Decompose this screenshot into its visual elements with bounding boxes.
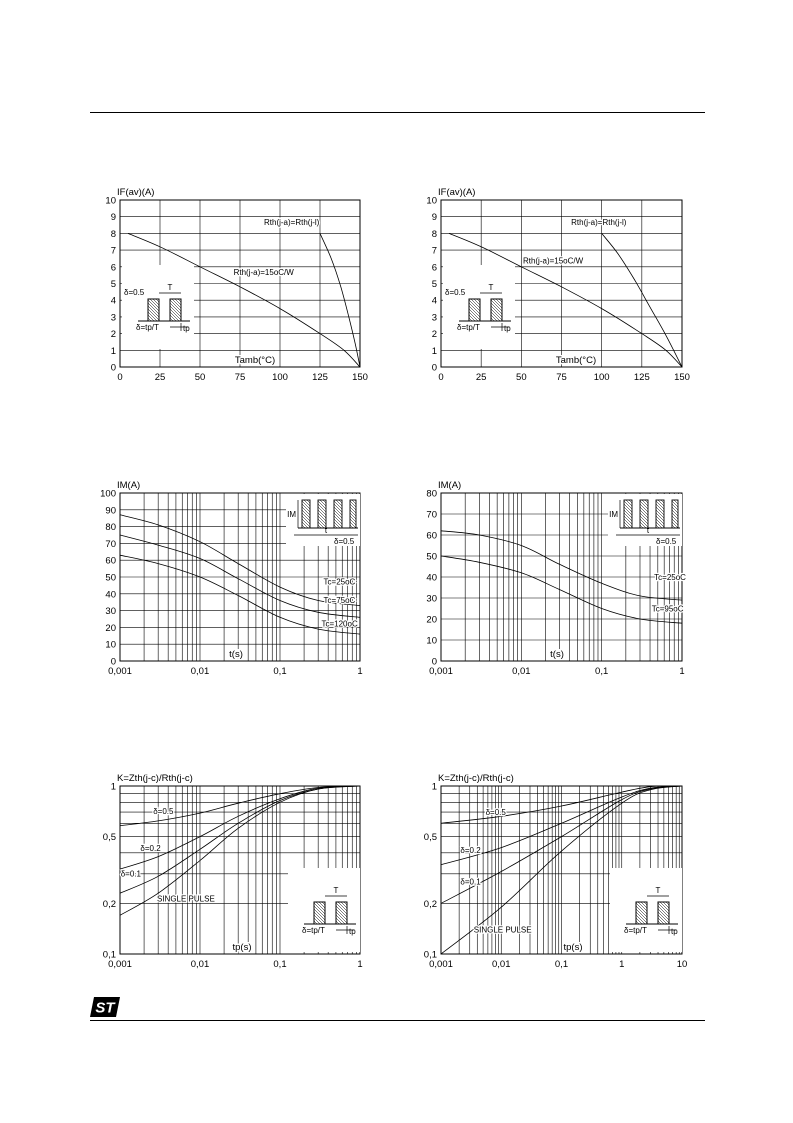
- x-axis-title: t(s): [229, 649, 243, 660]
- x-tick-label: 1: [679, 666, 685, 677]
- inset-period-label: T: [488, 283, 494, 292]
- y-tick-label: 10: [105, 195, 116, 207]
- y-tick-label: 1: [110, 781, 116, 793]
- y-tick-label: 40: [105, 589, 116, 601]
- x-axis-title: Tamb(°C): [234, 355, 276, 366]
- y-tick-label: 90: [105, 505, 116, 517]
- x-tick-label: 150: [352, 372, 368, 383]
- y-tick-label: 1: [110, 345, 116, 357]
- inset-period-label: T: [167, 283, 173, 292]
- curve-label: Rth(j-a)=15oC/W: [522, 256, 584, 266]
- y-tick-label: 70: [105, 538, 116, 550]
- y-tick-label: 1: [431, 781, 437, 793]
- x-axis-title: t(s): [550, 649, 564, 660]
- y-tick-label: 0,5: [102, 832, 116, 844]
- y-tick-label: 2: [110, 329, 116, 341]
- y-tick-label: 0,2: [102, 898, 116, 910]
- y-tick-label: 50: [105, 572, 116, 584]
- x-tick-label: 150: [674, 372, 690, 383]
- y-axis-title: IM(A): [438, 480, 462, 491]
- curve-2: [120, 786, 360, 869]
- x-tick-label: 75: [234, 372, 246, 383]
- y-tick-label: 0,2: [423, 898, 437, 910]
- inset-duty-label: δ=0.5: [656, 537, 677, 546]
- curve-2: [441, 556, 682, 623]
- x-tick-label: 50: [516, 372, 527, 383]
- curve-label: δ=0.1: [460, 877, 481, 887]
- y-tick-label: 70: [426, 509, 437, 521]
- y-tick-label: 60: [105, 555, 116, 567]
- inset-im-label: IM: [609, 510, 618, 519]
- y-tick-label: 8: [431, 228, 437, 240]
- x-tick-label: 0,001: [429, 959, 453, 970]
- curve-label: Rth(j-a)=Rth(j-l): [264, 218, 320, 228]
- x-tick-label: 100: [593, 372, 610, 383]
- x-tick-label: 0,01: [492, 959, 511, 970]
- pulse-inset: [443, 265, 515, 349]
- inset-period-label: T: [655, 886, 661, 895]
- y-tick-label: 40: [426, 572, 437, 584]
- y-tick-label: 1: [431, 345, 437, 357]
- x-tick-label: 0: [438, 372, 444, 383]
- x-tick-label: 0,001: [108, 666, 132, 677]
- chart-im-vs-t-right: [426, 480, 686, 677]
- curve-1: [120, 786, 360, 826]
- y-tick-label: 30: [426, 593, 437, 605]
- inset-duty-label: δ=0.5: [334, 537, 355, 546]
- y-tick-label: 20: [105, 622, 116, 634]
- curve-label: Tc=95oC: [651, 604, 684, 614]
- inset-formula-label: δ=tp/T: [624, 926, 647, 935]
- curve-label: δ=0.5: [153, 807, 174, 817]
- y-tick-label: 10: [105, 639, 116, 651]
- y-tick-label: 80: [105, 522, 116, 534]
- y-tick-label: 8: [110, 228, 116, 240]
- y-tick-label: 0: [431, 362, 437, 374]
- curve-label: Tc=120oC: [321, 619, 358, 629]
- x-tick-label: 100: [272, 372, 288, 383]
- x-tick-label: 125: [312, 372, 328, 383]
- x-axis-title: Tamb(°C): [555, 355, 597, 366]
- x-tick-label: 0,01: [512, 666, 531, 677]
- inset-im-label: IM: [287, 510, 296, 519]
- x-tick-label: 50: [194, 372, 206, 383]
- y-tick-label: 0: [110, 656, 116, 668]
- y-axis-title: IM(A): [117, 480, 141, 491]
- y-tick-label: 6: [110, 262, 116, 274]
- y-tick-label: 2: [431, 329, 437, 341]
- x-axis-title: tp(s): [563, 942, 583, 953]
- chart-im-vs-t-left: [100, 480, 363, 677]
- pulse-inset: [122, 265, 194, 349]
- y-tick-label: 5: [431, 279, 437, 290]
- x-tick-label: 0: [117, 372, 123, 383]
- curve-label: SINGLE PULSE: [473, 925, 532, 935]
- y-tick-label: 10: [426, 195, 437, 207]
- curve-label: Tc=25oC: [323, 577, 356, 587]
- curve-label: Rth(j-a)=Rth(j-l): [571, 218, 627, 228]
- curve-label: Tc=25oC: [654, 573, 686, 583]
- y-tick-label: 4: [431, 295, 437, 307]
- y-tick-label: 50: [426, 551, 437, 563]
- inset-t-label: t: [324, 526, 328, 535]
- y-tick-label: 80: [426, 488, 437, 500]
- inset-formula-label: δ=tp/T: [302, 926, 325, 935]
- y-tick-label: 7: [431, 245, 437, 257]
- x-tick-label: 125: [633, 372, 650, 383]
- pulse-inset: [288, 868, 360, 952]
- chart-k-vs-tp-right: [423, 773, 688, 970]
- pulse-inset: [610, 868, 682, 952]
- y-tick-label: 7: [110, 245, 116, 257]
- y-tick-label: 10: [426, 635, 437, 647]
- y-tick-label: 30: [105, 606, 116, 618]
- inset-t-label: t: [646, 526, 650, 535]
- x-tick-label: 0,001: [429, 666, 453, 677]
- y-tick-label: 3: [431, 312, 437, 324]
- chart-if-vs-tamb-left: [105, 187, 368, 383]
- st-logo: [90, 997, 120, 1017]
- inset-formula-label: δ=tp/T: [457, 323, 480, 332]
- y-axis-title: K=Zth(j-c)/Rth(j-c): [117, 773, 193, 784]
- curve-label: δ=0.2: [140, 844, 161, 854]
- y-tick-label: 0,1: [102, 949, 116, 961]
- inset-duty-label: δ=0.5: [124, 288, 145, 297]
- pulse-train-inset: [286, 494, 360, 546]
- curve-label: δ=0.2: [460, 845, 481, 855]
- header-rule: [90, 112, 705, 113]
- y-tick-label: 20: [426, 614, 437, 626]
- chart-if-vs-tamb-right: [426, 187, 690, 383]
- y-tick-label: 4: [110, 295, 116, 307]
- y-tick-label: 5: [110, 279, 116, 290]
- pulse-train-inset: [608, 494, 682, 546]
- inset-period-label: T: [333, 886, 339, 895]
- inset-tp-label: tp: [349, 927, 356, 936]
- x-tick-label: 0,1: [273, 666, 287, 677]
- curve-label: Rth(j-a)=15oC/W: [233, 268, 294, 278]
- y-tick-label: 9: [431, 212, 437, 224]
- x-axis-title: tp(s): [232, 942, 252, 953]
- curve-label: δ=0.5: [485, 808, 506, 818]
- curve-label: SINGLE PULSE: [156, 894, 215, 904]
- y-tick-label: 3: [110, 312, 116, 324]
- footer-rule: [90, 1020, 705, 1021]
- y-tick-label: 60: [426, 530, 437, 542]
- y-tick-label: 0: [110, 362, 116, 374]
- y-axis-title: IF(av)(A): [438, 187, 476, 198]
- x-tick-label: 0,1: [595, 666, 609, 677]
- y-tick-label: 100: [100, 488, 116, 500]
- x-tick-label: 25: [475, 372, 487, 383]
- y-tick-label: 9: [110, 212, 116, 224]
- curve-label: δ=0.1: [120, 869, 141, 879]
- inset-tp-label: tp: [671, 927, 678, 936]
- curve-label: Tc=75oC: [323, 596, 356, 606]
- y-axis-title: IF(av)(A): [117, 187, 155, 198]
- chart-k-vs-tp-left: [102, 773, 363, 970]
- y-tick-label: 6: [431, 262, 437, 274]
- inset-duty-label: δ=0.5: [445, 288, 466, 297]
- x-tick-label: 75: [556, 372, 567, 383]
- x-tick-label: 1: [619, 959, 625, 970]
- y-tick-label: 0,5: [423, 832, 437, 844]
- x-tick-label: 0,01: [190, 959, 210, 970]
- x-tick-label: 0,1: [554, 959, 569, 970]
- x-tick-label: 0,01: [190, 666, 210, 677]
- x-tick-label: 10: [676, 959, 688, 970]
- inset-tp-label: tp: [504, 324, 511, 333]
- y-tick-label: 0,1: [423, 949, 437, 961]
- inset-formula-label: δ=tp/T: [136, 323, 159, 332]
- svg-text:ST: ST: [95, 999, 115, 1017]
- y-axis-title: K=Zth(j-c)/Rth(j-c): [438, 773, 514, 784]
- y-tick-label: 0: [431, 656, 437, 668]
- x-tick-label: 1: [357, 666, 363, 677]
- inset-tp-label: tp: [183, 324, 190, 333]
- x-tick-label: 25: [154, 372, 166, 383]
- x-tick-label: 1: [357, 959, 363, 970]
- x-tick-label: 0,001: [108, 959, 132, 970]
- x-tick-label: 0,1: [273, 959, 287, 970]
